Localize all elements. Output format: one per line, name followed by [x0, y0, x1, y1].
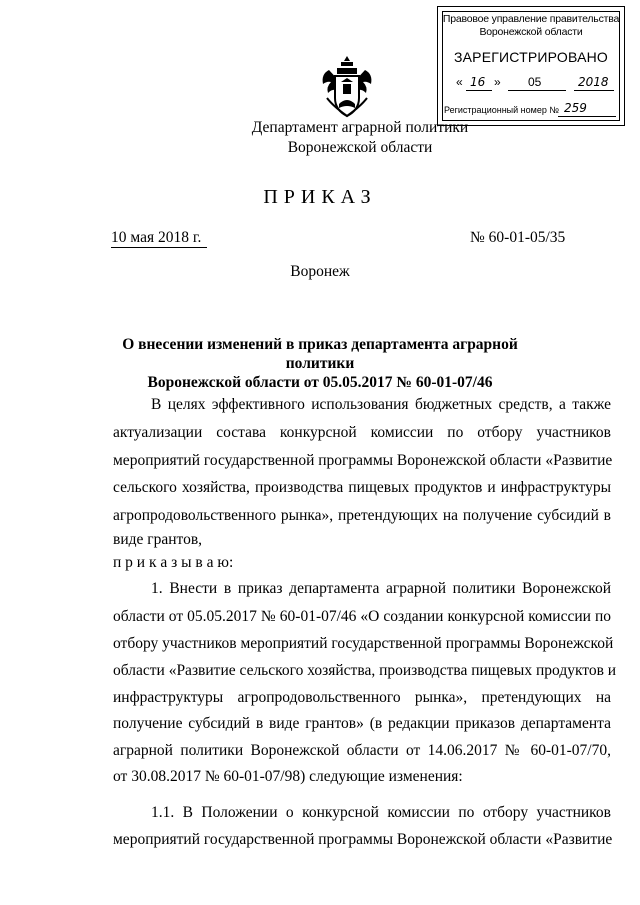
- document-title: ПРИКАЗ: [263, 186, 377, 208]
- stamp-organization: [438, 13, 624, 39]
- body-line-2: актуализации состава конкурсной комиссии по отбору участников: [113, 424, 611, 441]
- registration-stamp: [437, 6, 625, 126]
- stamp-quote-open: «: [456, 75, 463, 89]
- document-city: Воронеж: [290, 263, 350, 280]
- document-heading: [90, 335, 550, 392]
- body-line-5: агропродовольственного рынка», претендующих на получение субсидий в: [113, 507, 611, 524]
- body-line-6: виде грантов,: [113, 531, 203, 548]
- body-line-3: мероприятий государственной программы Воронежской области «Развитие: [113, 452, 613, 469]
- stamp-month: 05: [528, 75, 542, 89]
- stamp-day: 16: [470, 75, 486, 89]
- document-number: № 60-01-05/35: [470, 229, 566, 246]
- stamp-regnum-label: Регистрационный номер №: [444, 105, 560, 115]
- heading-line-1: О внесении изменений в приказ департамента аграрной политики: [122, 336, 518, 372]
- body-line-11: области «Развитие сельского хозяйства, производства пищевых продуктов и: [113, 662, 617, 679]
- stamp-date-row: [456, 75, 616, 93]
- body-line-order: п р и к а з ы в а ю:: [113, 554, 234, 571]
- stamp-org-line-2: Воронежской области: [479, 26, 583, 38]
- body-line-14: аграрной политики Воронежской области от 14.06.2017 № 60-01-07/70,: [113, 742, 611, 759]
- department-name: [245, 118, 475, 158]
- department-line-1: Департамент аграрной политики: [251, 119, 469, 136]
- body-line-10: отбору участников мероприятий государственной программы Воронежской: [113, 635, 614, 652]
- body-line-8: 1. Внести в приказ департамента аграрной политики Воронежской: [151, 580, 611, 597]
- body-line-9: области от 05.05.2017 № 60-01-07/46 «О создании конкурсной комиссии по: [113, 608, 611, 625]
- document-date: 10 мая 2018 г.: [111, 229, 207, 248]
- department-line-2: Воронежской области: [287, 139, 433, 156]
- body-line-4: сельского хозяйства, производства пищевых продуктов и инфраструктуры: [113, 479, 611, 496]
- stamp-quote-close: »: [494, 75, 501, 89]
- stamp-registered-label: ЗАРЕГИСТРИРОВАНО: [453, 49, 609, 65]
- body-line-1: В целях эффективного использования бюджетных средств, а также: [151, 396, 611, 413]
- body-line-17: мероприятий государственной программы Воронежской области «Развитие: [113, 831, 613, 848]
- body-line-13: получение субсидий в виде грантов» (в редакции приказов департамента: [113, 715, 611, 732]
- stamp-year: 2018: [578, 75, 609, 89]
- body-line-16: 1.1. В Положении о конкурсной комиссии по отбору участников: [151, 804, 611, 821]
- stamp-regnum-row: [444, 103, 618, 119]
- coat-of-arms-emblem: [319, 54, 375, 120]
- heading-line-2: Воронежской области от 05.05.2017 № 60-01-07/46: [147, 374, 493, 391]
- body-line-12: инфраструктуры агропродовольственного рынка», претендующих на: [113, 689, 611, 706]
- stamp-regnum-value: 259: [564, 101, 587, 115]
- stamp-org-line-1: Правовое управление правительства: [442, 13, 620, 25]
- body-line-15: от 30.08.2017 № 60-01-07/98) следующие изменения:: [113, 768, 463, 785]
